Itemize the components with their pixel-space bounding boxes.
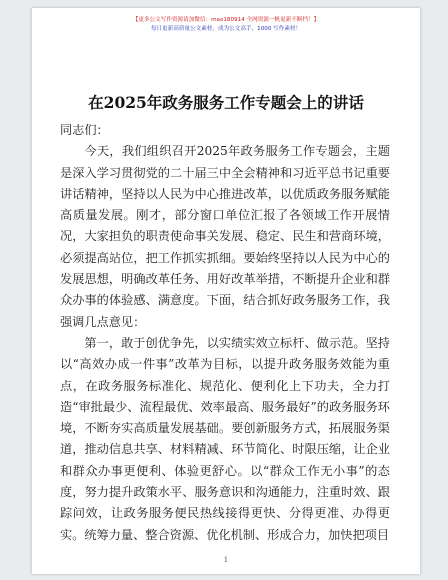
paragraph-intro: 今天，我们组织召开2025年政务服务工作专题会，主题是深入学习贯彻党的二十届三中全会精神和习近平总书记重要讲话精神，坚持以人民为中心推进改革，以优质政务服务赋能高质量发展。刚才，部分窗口单位汇报了各领域工作开展情况，大家担负的职责使命事关发展、稳定、民生和营商环境，必须提高站位，把工作抓实抓细。要始终坚持以人民为中心的发展思想，明确改革任务、用好改革举措，不断提升企业和群众办事的体验感、满意度。下面，结合抓好政务服务工作，我强调几点意见：: [60, 144, 390, 329]
page-number: 1: [223, 556, 229, 564]
banner-line-1: 【更多公文写作资源请加微信：mao180914 全网资源一帆更新不断档！】: [132, 17, 320, 23]
salutation: 同志们：: [60, 123, 109, 137]
document-body: [60, 120, 390, 546]
paragraph-first-point: 第一，敢于创优争先，以实绩实效立标杆、做示范。坚持以“高效办成一件事”改革为目标，以提升政务服务效能为重点，在政务服务标准化、规范化、便利化上下功夫，全力打造“审批最少、流程最优、效率最高、服务最好”的政务服务环境，不断夯实高质量发展基础。要创新服务方式，拓展服务渠道，推动信息共享、材料精减、环节简化、时限压缩，让企业和群众办事更便利、体验更舒心。以“群众工作无小事”的态度，努力提升政策水平、服务意识和沟通能力，注重时效、跟踪问效，让政务服务便民热线接得更快、分得更准、办得更实。统筹力量、整合资源、优化机制、形成合力，加快把项目: [60, 335, 390, 542]
banner-line-2: 每日更新高质量公文素材，成为公文高手，1000 写作素材！: [150, 26, 302, 32]
promo-banner: [32, 16, 420, 34]
document-page: [32, 8, 420, 574]
document-title: 在2025年政务服务工作专题会上的讲话: [88, 93, 364, 112]
